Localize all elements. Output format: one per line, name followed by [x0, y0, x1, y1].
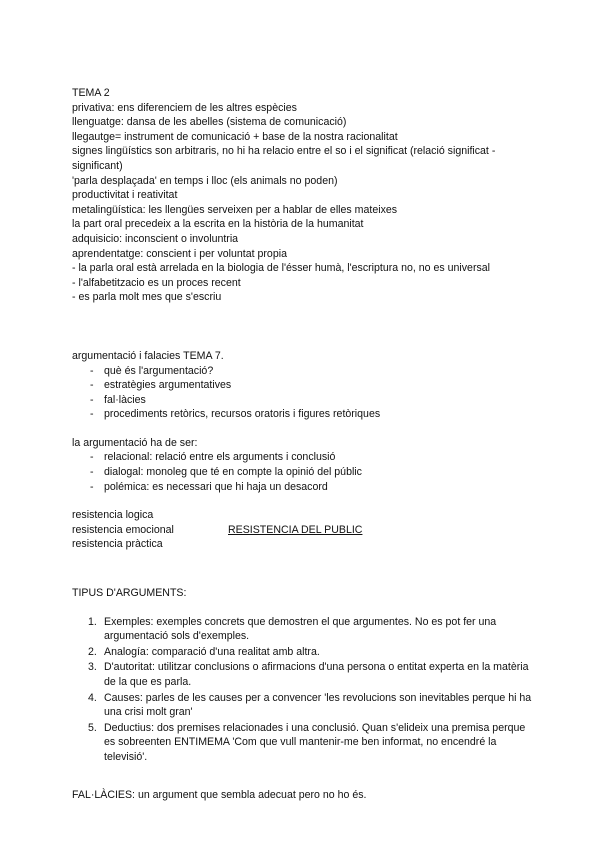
- item-number: 5.: [88, 721, 97, 734]
- tipus-title: TIPUS D'ARGUMENTS:: [72, 587, 187, 600]
- list-item: - dialogal: monoleg que té en compte la opinió del públic: [90, 465, 532, 480]
- tema2-line: 'parla desplaçada' en temps i lloc (els animals no poden): [72, 174, 338, 187]
- tema2-line: la part oral precedeix a la escrita en la història de la humanitat: [72, 218, 364, 231]
- tema2-line: - l'alfabetitzacio es un proces recent: [72, 276, 241, 289]
- item-text: Causes: parles de les causes per a convencer 'les revolucions son inevitables perque hi ha una crisi molt gran': [104, 691, 532, 719]
- list-item: - què és l'argumentació?: [90, 364, 532, 379]
- tema2-line: - es parla molt mes que s'escriu: [72, 291, 222, 304]
- resistencia-publico: RESISTENCIA DEL PUBLIC: [228, 523, 363, 536]
- item-number: 2.: [88, 645, 97, 658]
- tema2-line: signes lingüístics son arbitraris, no hi ha relacio entre el so i el significat (relació significat - significant): [72, 145, 496, 172]
- list-item: [72, 721, 532, 765]
- item-text: Exemples: exemples concrets que demostren el que argumentes. No es pot fer una argumentació sols d'exemples.: [104, 615, 497, 643]
- list-item: - relacional: relació entre els arguments i conclusió: [90, 450, 532, 465]
- tema7-list: [72, 364, 532, 422]
- list-item: - estratègies argumentatives: [90, 378, 532, 393]
- tema2-line: productivitat i reativitat: [72, 189, 178, 202]
- list-item: [72, 691, 532, 720]
- tipus-list: [72, 615, 532, 765]
- item-number: 3.: [88, 661, 97, 674]
- ha-de-ser-list: [72, 450, 532, 494]
- list-item: [72, 645, 532, 660]
- tema2-line: aprendentatge: conscient i per voluntat propia: [72, 247, 287, 260]
- tema2-line: llegautge= instrument de comunicació + base de la nostra racionalitat: [72, 130, 398, 143]
- list-item: [72, 615, 532, 644]
- tema7-title: argumentació i falacies TEMA 7.: [72, 349, 224, 362]
- resistencia-row: [72, 523, 532, 538]
- tema2-line: metalingüística: les llengües serveixen per a hablar de elles mateixes: [72, 203, 398, 216]
- resistencia-practica: resistencia pràctica: [72, 538, 163, 551]
- list-item: - procediments retòrics, recursos oratoris i figures retòriques: [90, 407, 532, 422]
- list-item: - polémica: es necessari que hi haja un desacord: [90, 480, 532, 495]
- item-number: 4.: [88, 691, 97, 704]
- item-text: Deductius: dos premises relacionades i una conclusió. Quan s'elideix una premisa perque es sobreenten ENTIMEMA 'Com que vull mantenir-me ben informat, no encendré la televisió'.: [104, 721, 526, 763]
- tema2-line: - la parla oral està arrelada en la biologia de l'ésser humà, l'escriptura no, no es universal: [72, 262, 491, 275]
- list-item: [72, 660, 532, 689]
- tema2-line: llenguatge: dansa de les abelles (sistema de comunicació): [72, 116, 347, 129]
- document-page: [72, 86, 532, 802]
- resistencia-emocional: resistencia emocional: [72, 523, 174, 536]
- item-text: D'autoritat: utilitzar conclusions o afirmacions d'una persona o entitat experta en la matèria de la que es parla.: [104, 661, 529, 688]
- item-text: Analogía: comparació d'una realitat amb altra.: [104, 645, 320, 658]
- tema2-line: privativa: ens diferenciem de les altres espècies: [72, 101, 297, 114]
- list-item: - fal·làcies: [90, 393, 532, 408]
- tema2-title: TEMA 2: [72, 87, 110, 99]
- tema2-line: adquisicio: inconscient o involuntria: [72, 232, 239, 245]
- resistencia-logica: resistencia logica: [72, 509, 154, 522]
- fallacies-definition: FAL·LÀCIES: un argument que sembla adecuat pero no ho és.: [72, 788, 367, 801]
- ha-de-ser-title: la argumentació ha de ser:: [72, 436, 198, 449]
- item-number: 1.: [88, 615, 97, 628]
